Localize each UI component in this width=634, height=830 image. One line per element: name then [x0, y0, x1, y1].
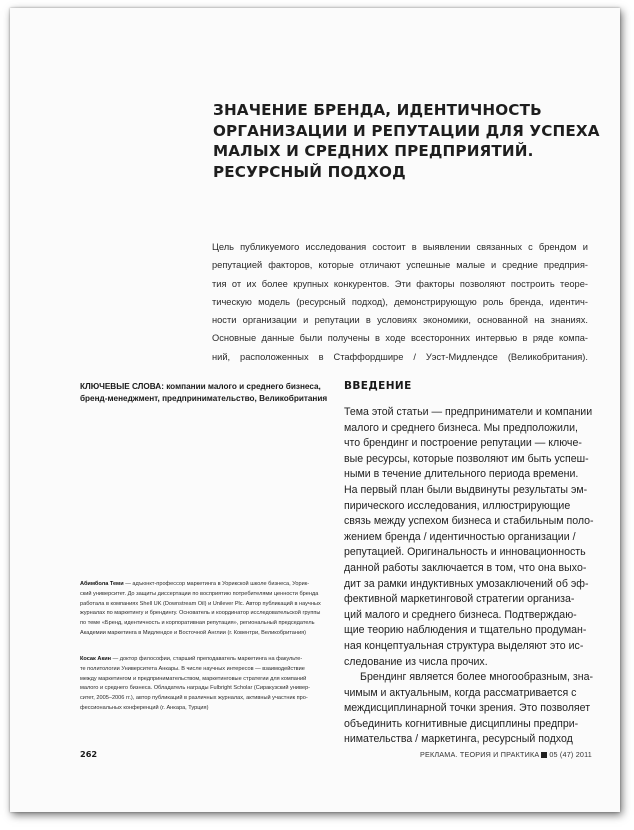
body-line: щие теорию наблюдения и тщательно продуман-	[344, 624, 587, 637]
journal-issue: 05 (47) 2011	[549, 750, 592, 759]
keywords-line: КЛЮЧЕВЫЕ СЛОВА: компании малого и среднего бизнеса,	[80, 382, 321, 391]
journal-footer	[420, 750, 592, 759]
abstract	[212, 238, 588, 366]
body-line: ций малого и среднего бизнеса. Подтверждаю-	[344, 608, 577, 621]
body-line: что брендинг и построение репутации — ключе-	[344, 437, 582, 450]
keywords	[80, 381, 328, 405]
abstract-line: тия от их более крупных конкурентов. Эти факторы позволяют построить теоре-	[212, 278, 588, 289]
body-line: связь между успехом бизнеса и стабильным поло-	[344, 515, 594, 528]
author-name: Косак Акин	[80, 656, 112, 662]
abstract-line: тическую модель (ресурсный подход), демонстрирующую роль бренда, идентич-	[212, 296, 588, 307]
abstract-line: ности организации и репутации в условиях экономики, основанной на знаниях.	[212, 315, 588, 326]
body-line: малого и среднего бизнеса. Мы предположили,	[344, 421, 578, 434]
author-bio-line: журналах по маркетингу и брендингу. Основатель и координатор исследовательской группы	[80, 610, 321, 617]
author-bio-line: ситет, 2005–2006 гг.), автор публикаций в различных журналах, активный участник про-	[80, 695, 308, 702]
author-bio-line: ский университет. До защиты диссертации по восприятию потребителями ценности бренда	[80, 590, 319, 597]
author-bio-line: — адъюнкт-профессор маркетинга в Уорикской школе бизнеса, Уорик-	[123, 581, 310, 587]
body-line: ными в течение длительного периода времени.	[344, 468, 579, 481]
body-line: следование из числа прочих.	[344, 655, 488, 668]
author-bio-line: между маркетингом и предпринимательством, маркетинговые стратегии для компаний	[80, 675, 307, 682]
page-number: 262	[80, 749, 98, 759]
title-line: ЗНАЧЕНИЕ БРЕНДА, ИДЕНТИЧНОСТЬ	[213, 101, 542, 119]
author-bio-temi	[80, 580, 326, 639]
body-line: объединить когнитивные дисциплины предпри-	[344, 717, 579, 730]
journal-name: РЕКЛАМА. ТЕОРИЯ И ПРАКТИКА	[420, 750, 540, 759]
author-bio-line: те политологии Университета Анкары. В числе научных интересов — взаимодействие	[80, 665, 305, 672]
title-line: МАЛЫХ И СРЕДНИХ ПРЕДПРИЯТИЙ.	[213, 142, 534, 160]
body-line: Брендинг является более многообразным, зна-	[360, 671, 594, 684]
body-line: чимым и актуальным, когда рассматривается с	[344, 686, 577, 699]
body-line: пирического исследования, иллюстрирующие	[344, 499, 571, 512]
author-bio-line: Академии маркетинга в Мидлендсе и Восточной Англии (г. Ковентри, Великобритания)	[80, 629, 306, 636]
abstract-line: Цель публикуемого исследования состоит в выявлении связанных с брендом и	[212, 242, 588, 252]
body-line: нимательства / маркетинга, ресурсный подход	[344, 733, 573, 746]
body-text	[344, 405, 594, 748]
abstract-line: Основные данные были получены в ходе всесторонних интервью в ряде компа-	[212, 333, 588, 344]
square-bullet-icon	[541, 752, 547, 758]
section-heading: ВВЕДЕНИЕ	[344, 380, 412, 392]
body-line: дит за рамки индуктивных умозаключений об эф-	[344, 577, 589, 590]
author-bio-line: по теме «Бренд, идентичность и корпоративная репутация», региональный председатель	[80, 620, 315, 627]
body-line: На первый план были выдвинуты результаты эм-	[344, 483, 588, 496]
abstract-line: репутацией факторов, которые отличают успешные малые и средние предприя-	[212, 260, 588, 271]
author-bio-line: — доктор философии, старший преподаватель маркетинга на факульте-	[111, 656, 303, 662]
keywords-line: бренд-менеджмент, предпринимательство, Великобритания	[80, 394, 328, 403]
abstract-line: ний, расположенных в Стаффордшире / Уэст-Мидлендсе (Великобритания).	[212, 351, 588, 362]
body-line: междисциплинарной точки зрения. Это позволяет	[344, 702, 591, 715]
author-name: Абимбола Теми	[80, 581, 124, 587]
body-line: фективной маркетинговой стратегии организа-	[344, 593, 575, 606]
title-line: ОРГАНИЗАЦИИ И РЕПУТАЦИИ ДЛЯ УСПЕХА	[213, 121, 600, 140]
body-line: жением бренда / идентичностью организации /	[344, 530, 576, 543]
author-bio-line: малого и среднего бизнеса. Обладатель награды Fulbright Scholar (Сиракузский универ-	[80, 685, 311, 692]
body-line: Тема этой статьи — предприниматели и компании	[344, 406, 593, 418]
author-bio-akin	[80, 655, 326, 714]
body-line: репутацией. Оригинальность и инновационность	[344, 546, 586, 559]
body-line: данной работы заключается в том, что она выхо-	[344, 561, 587, 574]
title-line: РЕСУРСНЫЙ ПОДХОД	[213, 162, 406, 181]
body-line: ная концептуальная структура выделяют это ис-	[344, 639, 584, 652]
body-line: вые ресурсы, которые позволяют им быть успеш-	[344, 452, 589, 465]
author-bio-line: фессиональных конференций (г. Анкара, Турция)	[80, 704, 209, 711]
article-title	[213, 100, 600, 182]
author-bio-line: работала в компаниях Shell UK (Downstream Oil) и Unilever Plc. Автор публикаций в научных	[80, 600, 321, 607]
